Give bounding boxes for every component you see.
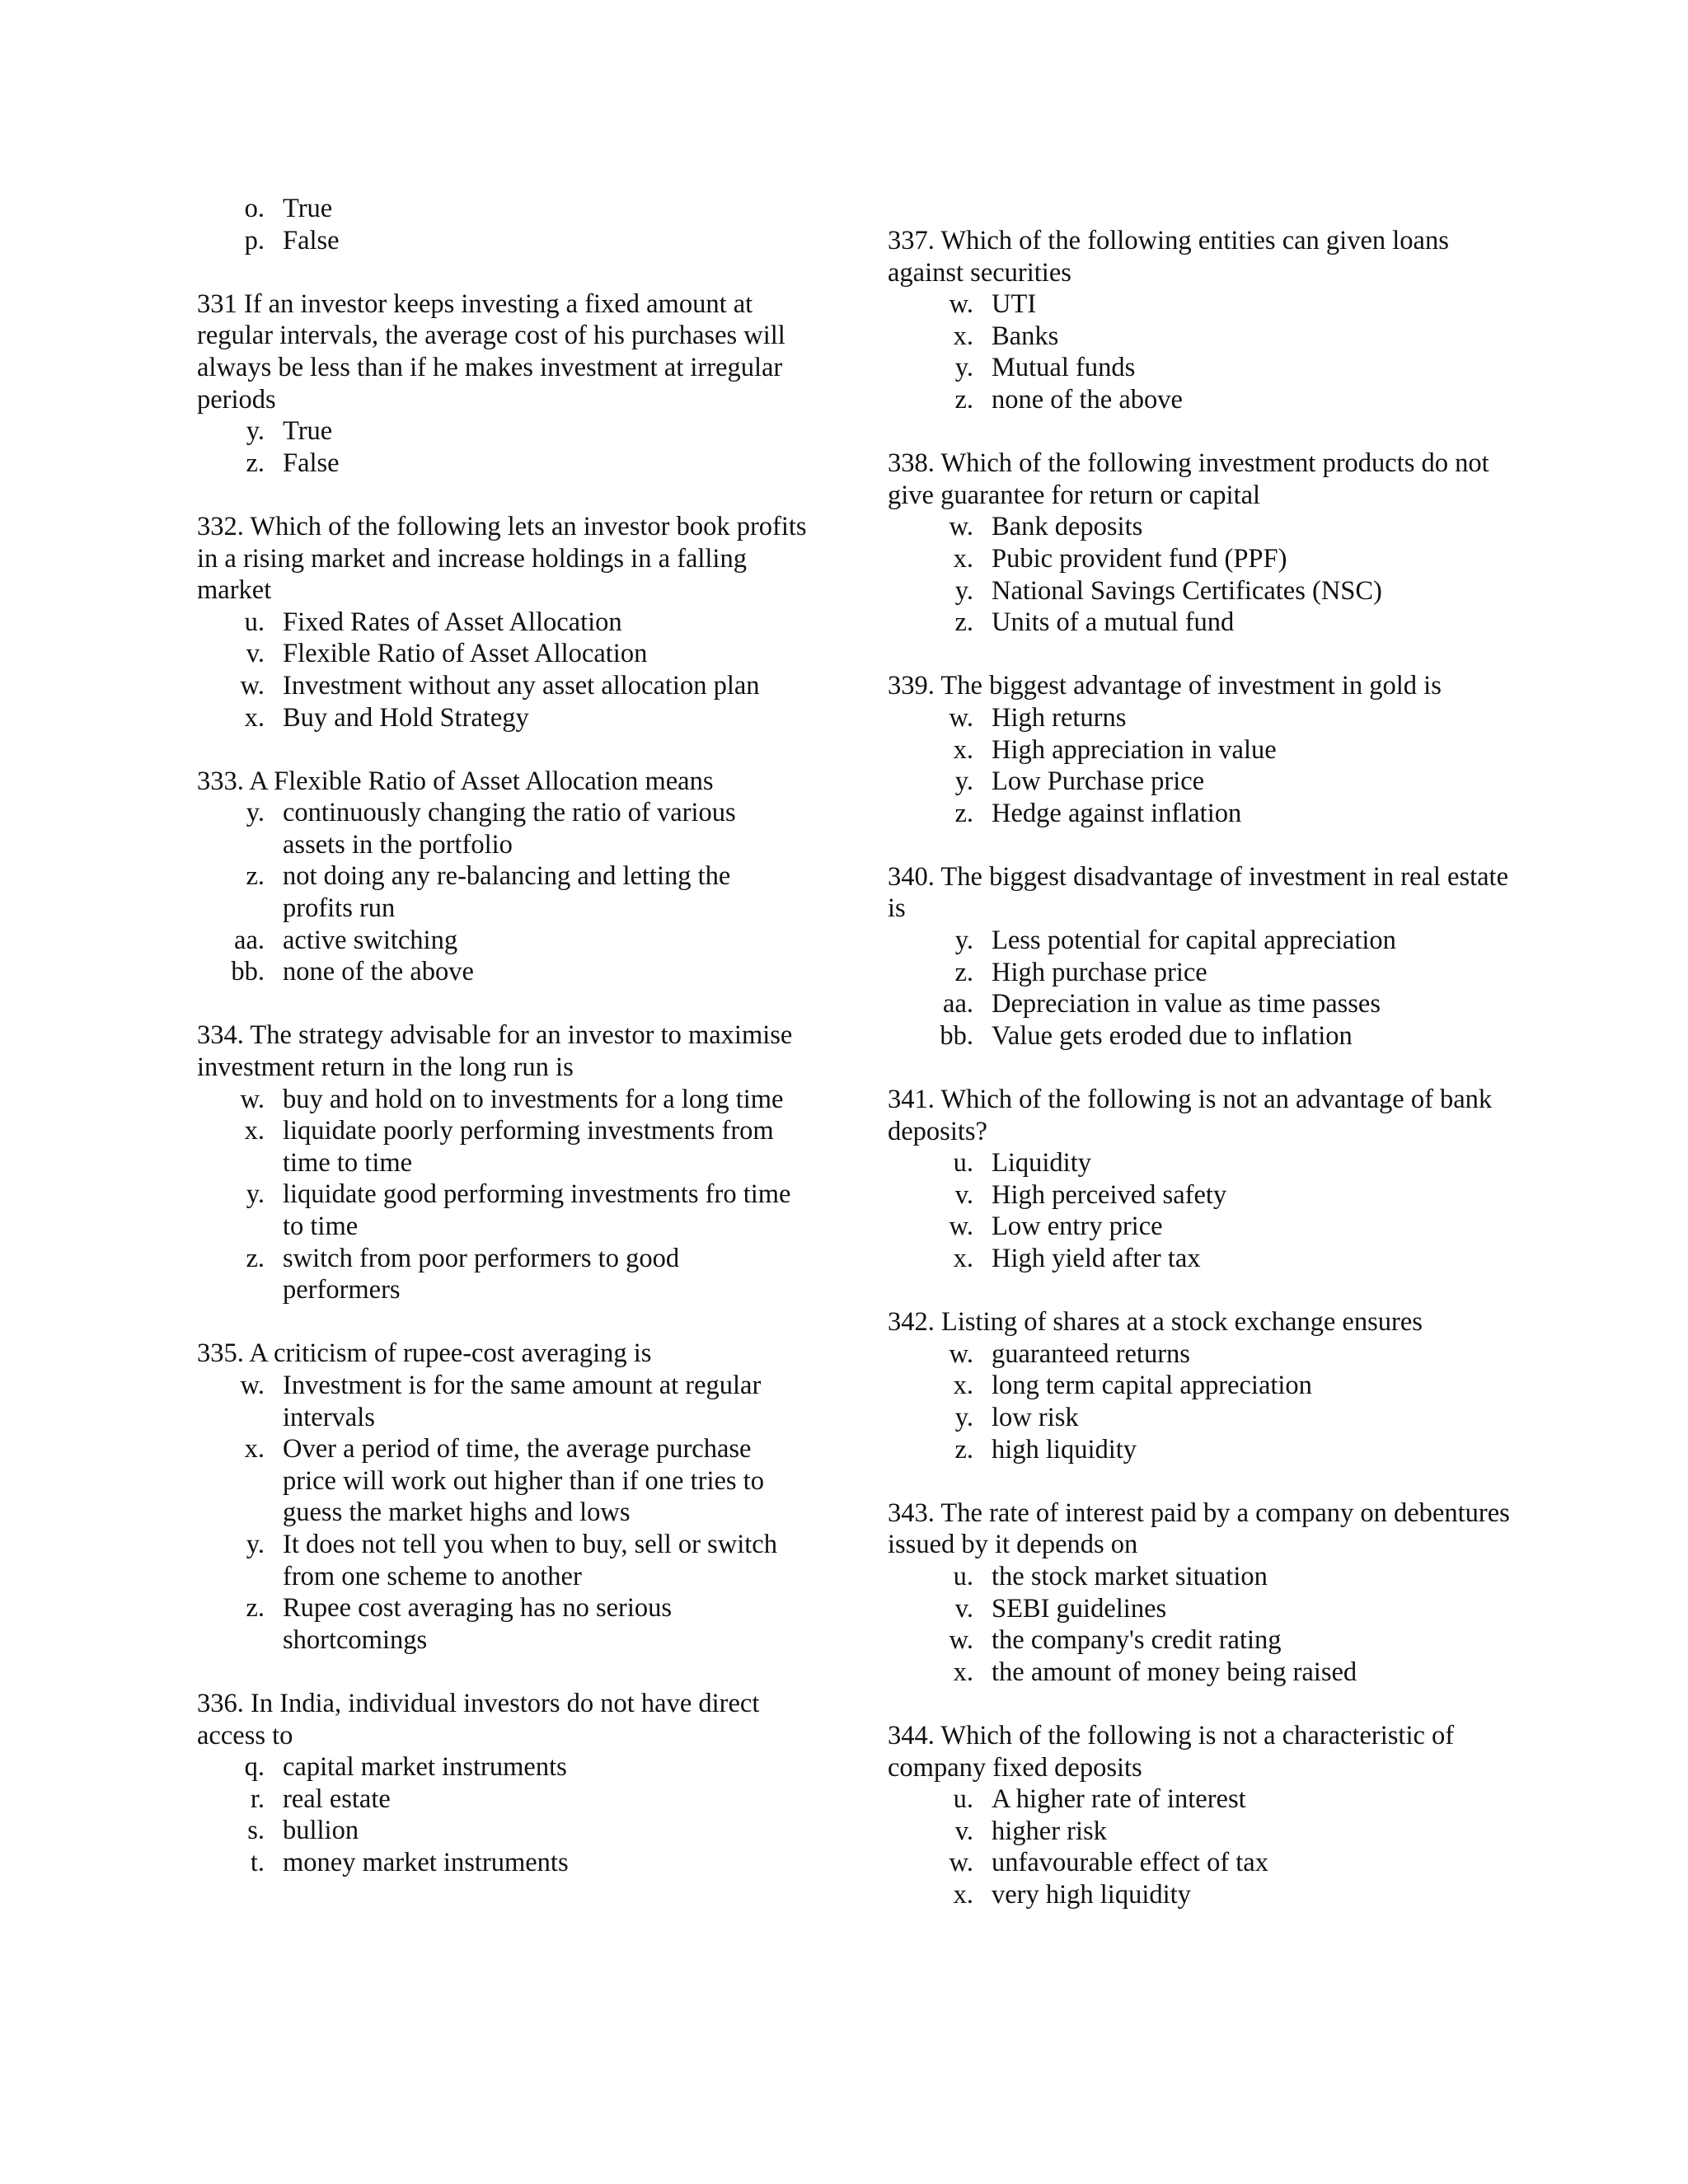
option-letter: x. [244, 702, 265, 733]
option-letter: x. [953, 1879, 973, 1910]
option-letter: u. [953, 1561, 973, 1591]
option-text: none of the above [283, 957, 474, 987]
option-letter: aa. [234, 925, 265, 955]
option-letter: z. [246, 1593, 265, 1624]
option-letter: z. [954, 957, 973, 987]
option-letter: o. [244, 194, 265, 223]
option-item [217, 1815, 823, 1847]
option-text: Fixed Rates of Asset Allocation [283, 607, 622, 637]
option-item [217, 1847, 823, 1879]
option-item [926, 288, 1514, 321]
question-340 [888, 861, 1514, 1052]
option-text: bullion [283, 1816, 359, 1846]
option-letter: w. [949, 702, 973, 733]
option-letter: x. [244, 1434, 265, 1465]
option-item [926, 957, 1514, 989]
option-item [217, 415, 823, 448]
question-335 [197, 1338, 823, 1656]
option-item [217, 448, 823, 480]
option-letter: y. [246, 1179, 265, 1210]
option-letter: x. [953, 321, 973, 351]
option-item [926, 1657, 1514, 1689]
option-item [926, 575, 1514, 607]
option-list [926, 702, 1514, 829]
option-item [926, 1211, 1514, 1243]
option-item [217, 1084, 823, 1116]
option-text: Rupee cost averaging has no serious shortcomings [283, 1593, 673, 1655]
option-item [926, 1434, 1514, 1466]
option-item [926, 1020, 1514, 1052]
option-item [926, 352, 1514, 384]
option-text: Value gets eroded due to inflation [992, 1020, 1353, 1051]
option-letter: w. [949, 1212, 973, 1242]
option-item [926, 1179, 1514, 1212]
option-text: High appreciation in value [992, 734, 1277, 765]
option-item [926, 1624, 1514, 1657]
option-letter: w. [949, 1338, 973, 1369]
option-letter: x. [244, 1116, 265, 1146]
option-text: none of the above [992, 384, 1183, 415]
option-letter: y. [246, 416, 265, 447]
option-letter: w. [240, 670, 265, 701]
option-letter: y. [954, 575, 973, 606]
question-338 [888, 448, 1514, 639]
option-letter: z. [246, 1243, 265, 1273]
option-item [926, 1561, 1514, 1593]
option-item [217, 860, 823, 924]
option-letter: w. [240, 1084, 265, 1114]
question-332 [197, 511, 823, 733]
option-list [926, 1783, 1514, 1910]
option-text: real estate [283, 1783, 391, 1814]
question-stem: 335. A criticism of rupee-cost averaging is [197, 1338, 652, 1369]
option-letter: aa. [943, 989, 973, 1019]
option-list [217, 1084, 823, 1306]
option-letter: z. [954, 798, 973, 828]
option-letter: bb. [940, 1020, 973, 1051]
option-list [926, 1338, 1514, 1465]
option-list [926, 1561, 1514, 1688]
option-list [217, 193, 823, 256]
option-text: Bank deposits [992, 512, 1143, 542]
option-text: Banks [992, 321, 1059, 351]
option-item [926, 734, 1514, 766]
option-text: liquidate good performing investments fro time to time [283, 1179, 791, 1241]
option-letter: u. [244, 607, 265, 637]
option-text: very high liquidity [992, 1879, 1191, 1910]
option-item [926, 1879, 1514, 1911]
option-text: higher risk [992, 1816, 1107, 1846]
option-text: capital market instruments [283, 1752, 567, 1783]
option-letter: p. [244, 225, 265, 255]
option-item [217, 925, 823, 957]
option-letter: z. [954, 384, 973, 415]
option-item [217, 1115, 823, 1179]
option-text: Over a period of time, the average purchase price will work out higher than if one tries to guess the market highs and lows [283, 1434, 764, 1528]
option-list [926, 288, 1514, 415]
question-stem: 336. In India, individual investors do not have direct access to [197, 1688, 760, 1750]
option-letter: y. [246, 1529, 265, 1559]
question-343 [888, 1497, 1514, 1689]
question-stem: 333. A Flexible Ratio of Asset Allocation means [197, 766, 714, 796]
option-text: High returns [992, 702, 1127, 733]
option-letter: x. [953, 734, 973, 765]
option-text: Units of a mutual fund [992, 607, 1235, 638]
option-item [217, 225, 823, 257]
option-text: long term capital appreciation [992, 1371, 1312, 1401]
option-text: Buy and Hold Strategy [283, 702, 529, 733]
option-letter: r. [250, 1783, 265, 1814]
option-item [926, 1370, 1514, 1402]
option-text: False [283, 448, 340, 478]
question-344 [888, 1720, 1514, 1911]
option-item [926, 1593, 1514, 1625]
question-331 [197, 288, 823, 480]
question-339 [888, 670, 1514, 829]
option-item [217, 1592, 823, 1656]
option-text: the company's credit rating [992, 1625, 1282, 1656]
option-text: True [283, 416, 333, 447]
option-letter: y. [954, 1402, 973, 1432]
option-text: the amount of money being raised [992, 1657, 1357, 1687]
option-text: True [283, 194, 333, 223]
option-text: Pubic provident fund (PPF) [992, 543, 1287, 574]
option-item [217, 797, 823, 860]
option-text: Depreciation in value as time passes [992, 989, 1381, 1019]
option-item [217, 1783, 823, 1816]
option-item [926, 798, 1514, 830]
option-letter: w. [949, 289, 973, 320]
option-letter: u. [953, 1148, 973, 1179]
option-text: Investment is for the same amount at regular intervals [283, 1370, 762, 1432]
option-list [926, 925, 1514, 1052]
option-letter: y. [246, 798, 265, 828]
option-item [926, 1338, 1514, 1371]
option-letter: bb. [231, 957, 265, 987]
option-item [926, 607, 1514, 639]
option-letter: q. [244, 1752, 265, 1783]
question-stem: 343. The rate of interest paid by a company on debentures issued by it depends on [888, 1497, 1510, 1560]
option-text: Investment without any asset allocation plan [283, 670, 760, 701]
option-item [217, 1243, 823, 1306]
option-letter: v. [954, 1593, 973, 1624]
option-letter: z. [954, 607, 973, 638]
option-text: unfavourable effect of tax [992, 1848, 1268, 1878]
option-text: SEBI guidelines [992, 1593, 1167, 1624]
option-text: liquidate poorly performing investments from time to time [283, 1116, 774, 1178]
option-letter: s. [247, 1816, 265, 1846]
option-letter: y. [954, 353, 973, 383]
option-letter: y. [954, 766, 973, 797]
option-letter: u. [953, 1784, 973, 1815]
option-item [926, 702, 1514, 734]
question-stem: 331 If an investor keeps investing a fixed amount at regular intervals, the average cost of his purchases will always be less than if he makes investment at irregular periods [197, 288, 785, 415]
option-item [926, 925, 1514, 957]
option-text: False [283, 225, 340, 255]
option-item [926, 988, 1514, 1020]
option-text: UTI [992, 289, 1037, 320]
question-stem: 332. Which of the following lets an investor book profits in a rising market and increase holdings in a falling market [197, 511, 807, 606]
option-item [926, 1147, 1514, 1179]
option-list [217, 607, 823, 733]
option-letter: x. [953, 1657, 973, 1687]
question-341 [888, 1084, 1514, 1275]
question-337 [888, 225, 1514, 416]
option-letter: z. [246, 861, 265, 892]
option-item [217, 1529, 823, 1592]
option-letter: v. [246, 639, 265, 669]
option-text: Low entry price [992, 1212, 1163, 1242]
option-letter: y. [954, 926, 973, 956]
option-item [217, 1370, 823, 1433]
option-text: the stock market situation [992, 1561, 1268, 1591]
option-letter: t. [250, 1847, 265, 1877]
option-letter: v. [954, 1816, 973, 1846]
question-stem: 339. The biggest advantage of investment in gold is [888, 671, 1442, 701]
question-336 [197, 1688, 823, 1879]
option-text: Flexible Ratio of Asset Allocation [283, 639, 648, 669]
option-item [926, 766, 1514, 798]
option-text: Mutual funds [992, 353, 1136, 383]
option-item [926, 1783, 1514, 1816]
option-item [217, 1433, 823, 1529]
option-item [217, 1751, 823, 1783]
question-342 [888, 1306, 1514, 1465]
option-letter: w. [949, 512, 973, 542]
option-letter: x. [953, 1244, 973, 1273]
option-text: money market instruments [283, 1847, 569, 1877]
question-stem: 338. Which of the following investment products do not give guarantee for return or capital [888, 448, 1489, 510]
right-column [888, 225, 1514, 1943]
option-item [926, 511, 1514, 543]
option-list [926, 511, 1514, 638]
option-text: high liquidity [992, 1434, 1137, 1465]
option-letter: w. [949, 1848, 973, 1878]
option-text: Liquidity [992, 1148, 1091, 1179]
option-letter: w. [949, 1625, 973, 1656]
question-stem: 334. The strategy advisable for an investor to maximise investment return in the long run is [197, 1020, 793, 1083]
option-text: High perceived safety [992, 1179, 1227, 1210]
option-letter: x. [953, 543, 973, 574]
option-list [926, 1147, 1514, 1274]
option-letter: v. [954, 1179, 973, 1210]
option-text: Low Purchase price [992, 766, 1205, 797]
left-column [197, 193, 823, 1910]
option-text: A higher rate of interest [992, 1784, 1246, 1815]
option-item [926, 384, 1514, 416]
option-text: Hedge against inflation [992, 798, 1242, 828]
option-item [217, 670, 823, 702]
option-item [926, 1847, 1514, 1879]
question-stem: 340. The biggest disadvantage of investment in real estate is [888, 861, 1509, 924]
option-item [217, 956, 823, 988]
option-item [926, 543, 1514, 575]
option-letter: z. [246, 448, 265, 478]
option-text: low risk [992, 1402, 1079, 1432]
option-item [217, 1179, 823, 1242]
option-item [926, 1243, 1514, 1275]
option-text: active switching [283, 925, 458, 955]
option-item [217, 702, 823, 734]
option-item [926, 1816, 1514, 1848]
option-list [217, 415, 823, 479]
question-334 [197, 1019, 823, 1305]
option-letter: z. [954, 1434, 973, 1465]
option-text: switch from poor performers to good performers [283, 1243, 680, 1305]
option-letter: x. [953, 1371, 973, 1401]
option-text: not doing any re-balancing and letting the profits run [283, 861, 731, 924]
option-text: High yield after tax [992, 1244, 1201, 1273]
option-list [217, 1370, 823, 1656]
option-item [926, 1402, 1514, 1434]
option-item [217, 607, 823, 639]
option-text: National Savings Certificates (NSC) [992, 575, 1382, 606]
option-text: High purchase price [992, 957, 1207, 987]
question-stem: 341. Which of the following is not an advantage of bank deposits? [888, 1085, 1493, 1146]
option-letter: w. [240, 1370, 265, 1400]
option-text: continuously changing the ratio of various assets in the portfolio [283, 798, 736, 860]
option-text: Less potential for capital appreciation [992, 926, 1396, 956]
option-text: It does not tell you when to buy, sell or switch from one scheme to another [283, 1529, 777, 1591]
option-item [217, 193, 823, 225]
option-item [926, 321, 1514, 353]
option-list [217, 797, 823, 988]
question-stem: 342. Listing of shares at a stock exchange ensures [888, 1307, 1423, 1338]
option-text: buy and hold on to investments for a long time [283, 1084, 784, 1114]
option-text: guaranteed returns [992, 1338, 1190, 1369]
continued-options [197, 193, 823, 256]
option-item [217, 638, 823, 670]
option-list [217, 1751, 823, 1878]
question-stem: 337. Which of the following entities can given loans against securities [888, 226, 1449, 288]
question-333 [197, 766, 823, 988]
question-stem: 344. Which of the following is not a characteristic of company fixed deposits [888, 1720, 1455, 1783]
